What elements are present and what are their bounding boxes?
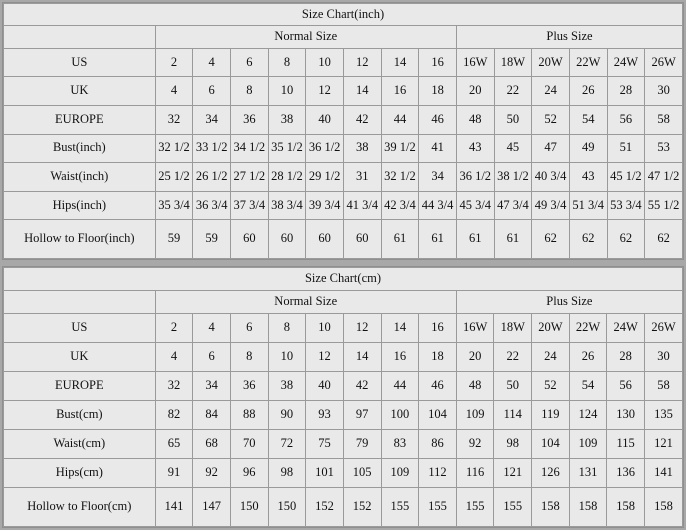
cell-uk-5: 14 <box>343 342 381 371</box>
cell-waist-9: 38 1/2 <box>494 163 532 192</box>
cell-hips-6: 42 3/4 <box>381 191 419 220</box>
cell-waist-2: 27 1/2 <box>231 163 269 192</box>
cell-europe-3: 38 <box>268 105 306 134</box>
cell-us-2: 6 <box>231 48 269 77</box>
cell-us-1: 4 <box>193 313 231 342</box>
cell-uk-12: 28 <box>607 342 645 371</box>
cell-uk-6: 16 <box>381 77 419 106</box>
cell-bust-2: 88 <box>230 400 268 429</box>
row-label-europe: EUROPE <box>4 105 156 134</box>
cell-uk-8: 20 <box>456 77 494 106</box>
row-label-us: US <box>4 313 156 342</box>
cell-uk-8: 20 <box>456 342 494 371</box>
cell-bust-10: 119 <box>532 400 570 429</box>
cell-hips-5: 41 3/4 <box>343 191 381 220</box>
row-label-hollow-to-floor: Hollow to Floor(cm) <box>4 487 156 526</box>
size-chart-inch-table <box>3 3 683 259</box>
cell-europe-13: 58 <box>645 105 683 134</box>
cell-hollow-11: 62 <box>569 220 607 259</box>
cell-us-0: 2 <box>155 48 193 77</box>
cell-us-12: 24W <box>607 313 645 342</box>
cell-hips-2: 37 3/4 <box>231 191 269 220</box>
cell-waist-10: 104 <box>532 429 570 458</box>
cell-waist-3: 28 1/2 <box>268 163 306 192</box>
cell-bust-6: 39 1/2 <box>381 134 419 163</box>
cell-uk-10: 24 <box>532 77 570 106</box>
row-label-bust: Bust(inch) <box>4 134 156 163</box>
group-header-plus: Plus Size <box>456 290 682 313</box>
cell-hollow-1: 147 <box>193 487 231 526</box>
cell-bust-6: 100 <box>381 400 419 429</box>
cell-bust-13: 53 <box>645 134 683 163</box>
cell-uk-11: 26 <box>569 342 607 371</box>
cell-uk-12: 28 <box>607 77 645 106</box>
corner-cell <box>4 290 156 313</box>
cell-uk-3: 10 <box>268 77 306 106</box>
cell-waist-7: 34 <box>419 163 457 192</box>
cell-uk-11: 26 <box>569 77 607 106</box>
cell-bust-9: 45 <box>494 134 532 163</box>
cell-hollow-9: 155 <box>494 487 532 526</box>
cell-hips-0: 35 3/4 <box>155 191 193 220</box>
cell-hips-10: 49 3/4 <box>532 191 570 220</box>
cell-europe-8: 48 <box>456 105 494 134</box>
cell-us-6: 14 <box>381 313 419 342</box>
cell-hips-7: 112 <box>419 458 457 487</box>
cell-hips-13: 55 1/2 <box>645 191 683 220</box>
cell-bust-7: 41 <box>419 134 457 163</box>
cell-uk-2: 8 <box>231 77 269 106</box>
cell-hips-12: 53 3/4 <box>607 191 645 220</box>
cell-europe-1: 34 <box>193 371 231 400</box>
group-header-normal: Normal Size <box>155 26 456 48</box>
cell-hollow-5: 60 <box>343 220 381 259</box>
cell-us-1: 4 <box>193 48 231 77</box>
cell-waist-12: 115 <box>607 429 645 458</box>
cell-hips-5: 105 <box>343 458 381 487</box>
cell-hollow-3: 150 <box>268 487 306 526</box>
cell-waist-7: 86 <box>419 429 457 458</box>
cell-us-9: 18W <box>494 313 532 342</box>
cell-waist-11: 109 <box>569 429 607 458</box>
cell-uk-3: 10 <box>268 342 306 371</box>
cell-europe-4: 40 <box>306 371 344 400</box>
cell-uk-9: 22 <box>494 342 532 371</box>
cell-hips-8: 116 <box>456 458 494 487</box>
cell-europe-0: 32 <box>155 371 193 400</box>
cell-bust-3: 35 1/2 <box>268 134 306 163</box>
cell-hollow-2: 60 <box>231 220 269 259</box>
cell-uk-6: 16 <box>381 342 419 371</box>
cell-bust-2: 34 1/2 <box>231 134 269 163</box>
cell-hips-7: 44 3/4 <box>419 191 457 220</box>
cell-uk-1: 6 <box>193 77 231 106</box>
cell-us-7: 16 <box>419 48 457 77</box>
cell-us-10: 20W <box>532 313 570 342</box>
row-label-hips: Hips(cm) <box>4 458 156 487</box>
cell-waist-6: 32 1/2 <box>381 163 419 192</box>
cell-hollow-2: 150 <box>230 487 268 526</box>
cell-bust-5: 38 <box>343 134 381 163</box>
cell-hips-2: 96 <box>230 458 268 487</box>
cell-uk-4: 12 <box>306 77 344 106</box>
cell-bust-12: 130 <box>607 400 645 429</box>
size-chart-cm-table <box>3 267 683 527</box>
cell-bust-7: 104 <box>419 400 457 429</box>
cell-uk-13: 30 <box>644 342 682 371</box>
cell-waist-8: 36 1/2 <box>456 163 494 192</box>
cell-hips-1: 92 <box>193 458 231 487</box>
cell-hollow-6: 155 <box>381 487 419 526</box>
cell-europe-12: 56 <box>607 105 645 134</box>
row-label-us: US <box>4 48 156 77</box>
cell-hollow-11: 158 <box>569 487 607 526</box>
cell-us-9: 18W <box>494 48 532 77</box>
cell-europe-2: 36 <box>231 105 269 134</box>
cell-bust-12: 51 <box>607 134 645 163</box>
cell-hollow-8: 155 <box>456 487 494 526</box>
cell-hollow-5: 152 <box>343 487 381 526</box>
cell-europe-0: 32 <box>155 105 193 134</box>
cell-hips-9: 121 <box>494 458 532 487</box>
cell-bust-10: 47 <box>532 134 570 163</box>
cell-waist-4: 29 1/2 <box>306 163 344 192</box>
cell-waist-13: 47 1/2 <box>645 163 683 192</box>
cell-uk-2: 8 <box>230 342 268 371</box>
cell-europe-11: 54 <box>569 371 607 400</box>
cell-waist-3: 72 <box>268 429 306 458</box>
group-header-normal: Normal Size <box>155 290 456 313</box>
cell-hollow-12: 62 <box>607 220 645 259</box>
cell-europe-6: 44 <box>381 371 419 400</box>
cell-hips-9: 47 3/4 <box>494 191 532 220</box>
cell-waist-2: 70 <box>230 429 268 458</box>
row-label-waist: Waist(inch) <box>4 163 156 192</box>
cell-europe-5: 42 <box>343 371 381 400</box>
cell-hips-3: 38 3/4 <box>268 191 306 220</box>
cell-bust-11: 49 <box>569 134 607 163</box>
cell-waist-12: 45 1/2 <box>607 163 645 192</box>
cell-waist-4: 75 <box>306 429 344 458</box>
cell-waist-6: 83 <box>381 429 419 458</box>
row-label-hollow-to-floor: Hollow to Floor(inch) <box>4 220 156 259</box>
cell-europe-12: 56 <box>607 371 645 400</box>
cell-hollow-13: 158 <box>644 487 682 526</box>
cell-us-12: 24W <box>607 48 645 77</box>
cell-us-5: 12 <box>343 48 381 77</box>
row-label-uk: UK <box>4 342 156 371</box>
size-chart-inch <box>2 2 684 260</box>
cell-us-13: 26W <box>645 48 683 77</box>
cell-hollow-1: 59 <box>193 220 231 259</box>
cell-hollow-9: 61 <box>494 220 532 259</box>
cell-us-13: 26W <box>644 313 682 342</box>
cell-waist-11: 43 <box>569 163 607 192</box>
cell-us-7: 16 <box>419 313 457 342</box>
cell-europe-2: 36 <box>230 371 268 400</box>
cell-waist-1: 26 1/2 <box>193 163 231 192</box>
cell-waist-5: 31 <box>343 163 381 192</box>
cell-hips-4: 101 <box>306 458 344 487</box>
cell-us-4: 10 <box>306 48 344 77</box>
cell-hips-11: 131 <box>569 458 607 487</box>
cell-europe-11: 54 <box>569 105 607 134</box>
cell-hollow-13: 62 <box>645 220 683 259</box>
cell-hollow-10: 158 <box>532 487 570 526</box>
cell-waist-0: 65 <box>155 429 193 458</box>
cell-us-3: 8 <box>268 48 306 77</box>
cell-uk-10: 24 <box>532 342 570 371</box>
cell-europe-5: 42 <box>343 105 381 134</box>
chart-title: Size Chart(inch) <box>4 4 683 26</box>
cell-europe-7: 46 <box>419 371 457 400</box>
cell-us-11: 22W <box>569 48 607 77</box>
cell-bust-1: 33 1/2 <box>193 134 231 163</box>
cell-us-4: 10 <box>306 313 344 342</box>
row-label-waist: Waist(cm) <box>4 429 156 458</box>
cell-bust-0: 82 <box>155 400 193 429</box>
cell-bust-13: 135 <box>644 400 682 429</box>
cell-bust-4: 36 1/2 <box>306 134 344 163</box>
cell-hollow-0: 141 <box>155 487 193 526</box>
cell-europe-7: 46 <box>419 105 457 134</box>
cell-uk-4: 12 <box>306 342 344 371</box>
cell-hips-11: 51 3/4 <box>569 191 607 220</box>
cell-bust-1: 84 <box>193 400 231 429</box>
cell-us-8: 16W <box>456 48 494 77</box>
corner-cell <box>4 26 156 48</box>
cell-uk-5: 14 <box>343 77 381 106</box>
cell-uk-1: 6 <box>193 342 231 371</box>
cell-hips-8: 45 3/4 <box>456 191 494 220</box>
cell-us-6: 14 <box>381 48 419 77</box>
cell-uk-7: 18 <box>419 342 457 371</box>
cell-europe-9: 50 <box>494 105 532 134</box>
cell-waist-5: 79 <box>343 429 381 458</box>
cell-waist-0: 25 1/2 <box>155 163 193 192</box>
cell-bust-4: 93 <box>306 400 344 429</box>
cell-us-0: 2 <box>155 313 193 342</box>
cell-europe-1: 34 <box>193 105 231 134</box>
cell-bust-9: 114 <box>494 400 532 429</box>
group-header-plus: Plus Size <box>456 26 682 48</box>
cell-europe-9: 50 <box>494 371 532 400</box>
cell-waist-8: 92 <box>456 429 494 458</box>
cell-hips-4: 39 3/4 <box>306 191 344 220</box>
cell-europe-13: 58 <box>644 371 682 400</box>
cell-bust-8: 109 <box>456 400 494 429</box>
cell-hollow-8: 61 <box>456 220 494 259</box>
cell-bust-11: 124 <box>569 400 607 429</box>
cell-hips-1: 36 3/4 <box>193 191 231 220</box>
cell-hollow-7: 61 <box>419 220 457 259</box>
cell-bust-3: 90 <box>268 400 306 429</box>
cell-uk-9: 22 <box>494 77 532 106</box>
cell-waist-1: 68 <box>193 429 231 458</box>
cell-europe-8: 48 <box>456 371 494 400</box>
row-label-bust: Bust(cm) <box>4 400 156 429</box>
cell-bust-8: 43 <box>456 134 494 163</box>
cell-hollow-4: 60 <box>306 220 344 259</box>
row-label-europe: EUROPE <box>4 371 156 400</box>
cell-bust-5: 97 <box>343 400 381 429</box>
cell-hips-10: 126 <box>532 458 570 487</box>
cell-europe-6: 44 <box>381 105 419 134</box>
cell-us-3: 8 <box>268 313 306 342</box>
cell-hollow-6: 61 <box>381 220 419 259</box>
cell-hollow-10: 62 <box>532 220 570 259</box>
cell-hips-6: 109 <box>381 458 419 487</box>
cell-us-10: 20W <box>532 48 570 77</box>
cell-hollow-0: 59 <box>155 220 193 259</box>
cell-bust-0: 32 1/2 <box>155 134 193 163</box>
chart-title: Size Chart(cm) <box>4 268 683 291</box>
cell-uk-0: 4 <box>155 342 193 371</box>
cell-us-2: 6 <box>230 313 268 342</box>
cell-europe-3: 38 <box>268 371 306 400</box>
cell-uk-7: 18 <box>419 77 457 106</box>
cell-hollow-3: 60 <box>268 220 306 259</box>
cell-waist-13: 121 <box>644 429 682 458</box>
row-label-uk: UK <box>4 77 156 106</box>
row-label-hips: Hips(inch) <box>4 191 156 220</box>
cell-hollow-7: 155 <box>419 487 457 526</box>
cell-hips-12: 136 <box>607 458 645 487</box>
cell-us-5: 12 <box>343 313 381 342</box>
cell-us-11: 22W <box>569 313 607 342</box>
cell-us-8: 16W <box>456 313 494 342</box>
cell-europe-4: 40 <box>306 105 344 134</box>
cell-uk-0: 4 <box>155 77 193 106</box>
cell-europe-10: 52 <box>532 105 570 134</box>
cell-uk-13: 30 <box>645 77 683 106</box>
cell-europe-10: 52 <box>532 371 570 400</box>
cell-hips-3: 98 <box>268 458 306 487</box>
cell-waist-9: 98 <box>494 429 532 458</box>
cell-hollow-4: 152 <box>306 487 344 526</box>
cell-hips-0: 91 <box>155 458 193 487</box>
size-chart-cm <box>2 266 684 528</box>
cell-hollow-12: 158 <box>607 487 645 526</box>
cell-hips-13: 141 <box>644 458 682 487</box>
cell-waist-10: 40 3/4 <box>532 163 570 192</box>
